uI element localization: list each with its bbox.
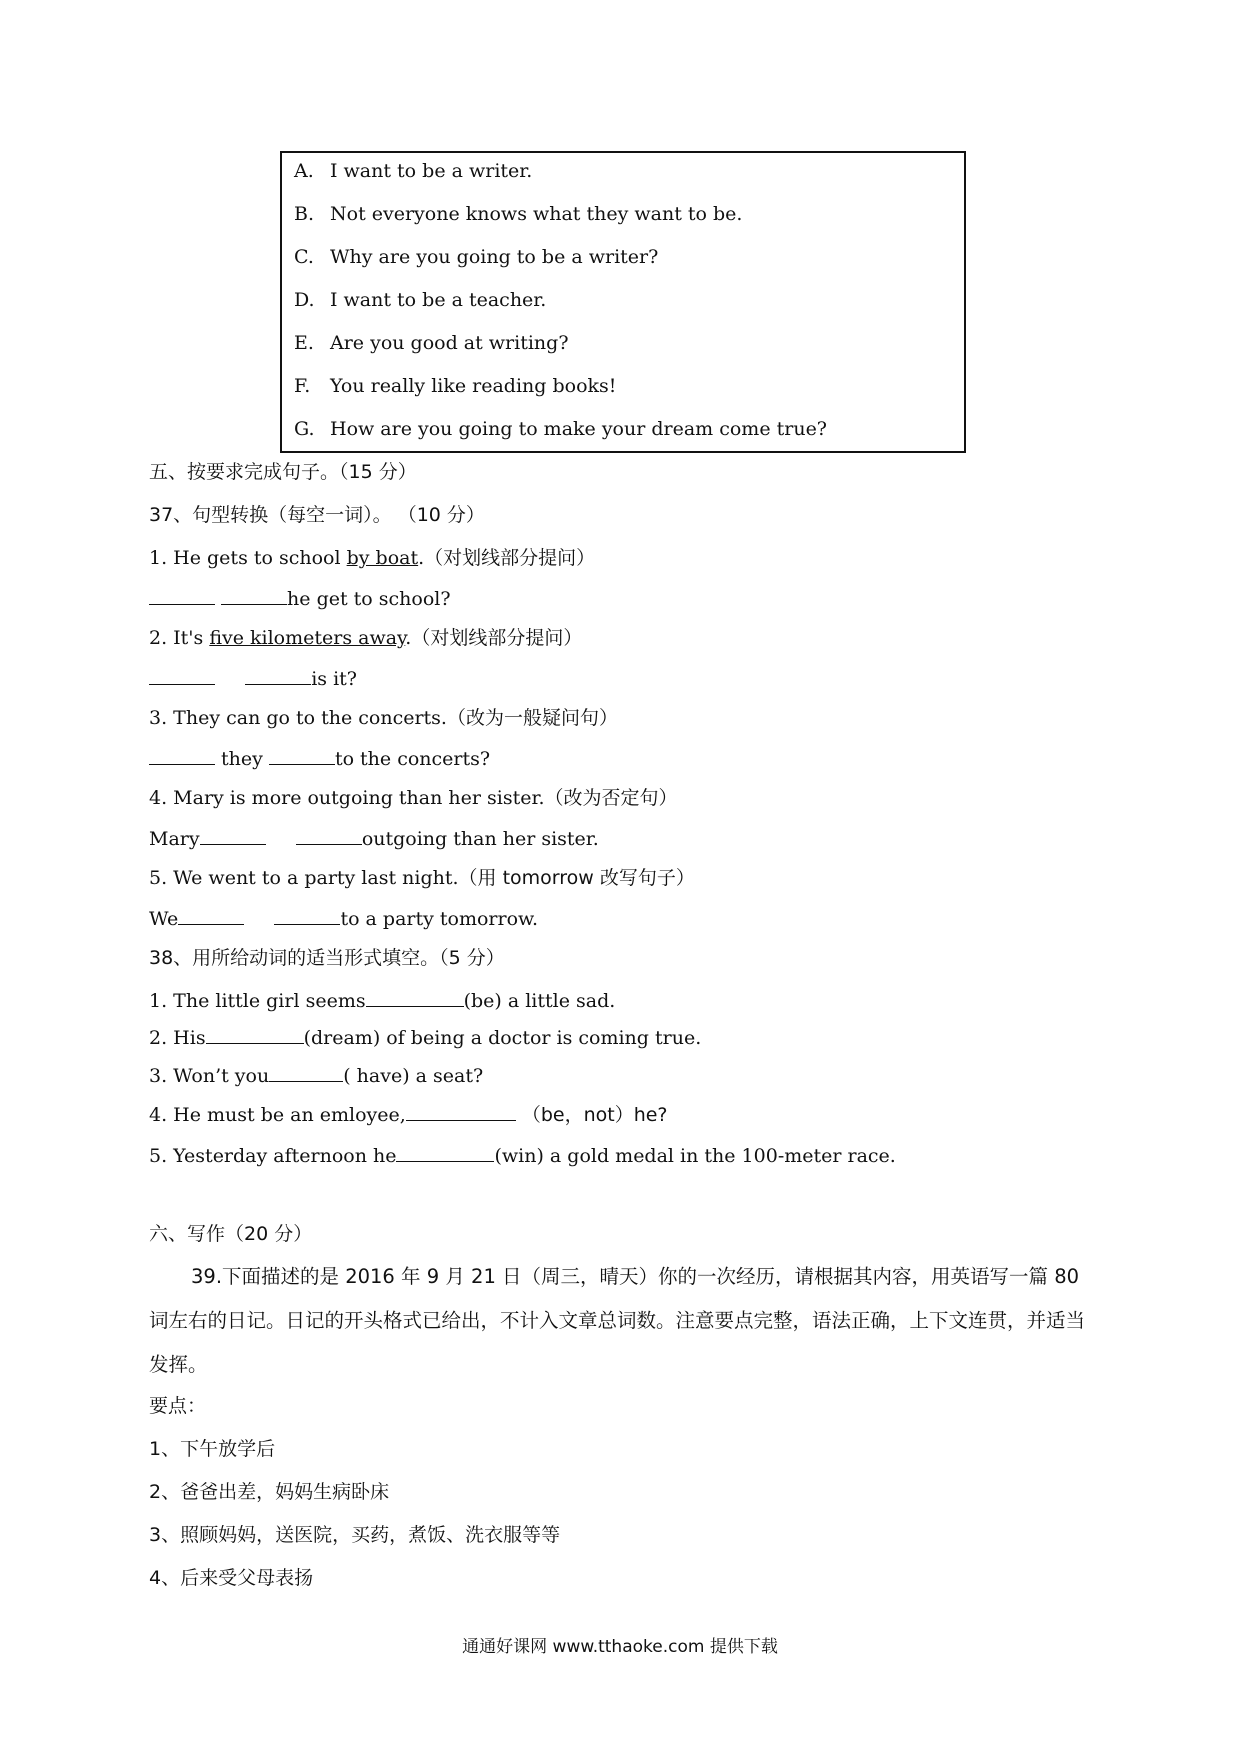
q37-1-answer-post: he get to school? bbox=[287, 588, 451, 610]
q38-3-pre: 3. Won’t you bbox=[149, 1065, 270, 1087]
q37-item-4 bbox=[149, 783, 678, 813]
section6-heading: 六、写作（20 分） bbox=[149, 1223, 313, 1245]
q37-1-post: . bbox=[418, 547, 425, 569]
q37-2-pre: 2. It's bbox=[149, 627, 210, 649]
answer-blank[interactable] bbox=[366, 988, 464, 1007]
answer-blank[interactable] bbox=[406, 1102, 516, 1121]
q38-4-post: （be，not）he? bbox=[515, 1104, 668, 1126]
q37-answer-4 bbox=[149, 824, 599, 854]
option-letter: F. bbox=[294, 375, 311, 397]
q37-item-2 bbox=[149, 623, 582, 653]
q38-5-post: (win) a gold medal in the 100-meter race. bbox=[494, 1145, 896, 1167]
q37-1-underlined: by boat bbox=[346, 547, 419, 569]
q37-answer-2 bbox=[149, 664, 357, 694]
option-item bbox=[294, 328, 569, 358]
option-letter: G. bbox=[294, 418, 315, 440]
q38-item-5 bbox=[149, 1141, 896, 1171]
option-letter: D. bbox=[294, 289, 315, 311]
q38-3-post: ( have) a seat? bbox=[343, 1065, 484, 1087]
point-item: 4、后来受父母表扬 bbox=[149, 1567, 314, 1589]
footer-download-note: 通通好课网 www.tthaoke.com 提供下载 bbox=[462, 1637, 778, 1657]
q38-5-pre: 5. Yesterday afternoon he bbox=[149, 1145, 397, 1167]
q37-3-pre: 3. They can go to the concerts. bbox=[149, 707, 447, 729]
q37-2-instr: （对划线部分提问） bbox=[411, 627, 583, 649]
option-item bbox=[294, 371, 616, 401]
option-letter: A. bbox=[294, 160, 314, 182]
q38-2-post: (dream) of being a doctor is coming true. bbox=[303, 1027, 702, 1049]
q37-4-pre: 4. Mary is more outgoing than her sister. bbox=[149, 787, 545, 809]
answer-blank[interactable] bbox=[269, 1063, 343, 1082]
q37-answer-3 bbox=[149, 744, 490, 774]
option-letter: C. bbox=[294, 246, 314, 268]
option-item bbox=[294, 414, 827, 444]
option-text: How are you going to make your dream come true? bbox=[330, 418, 827, 440]
option-item bbox=[294, 242, 658, 272]
q38-2-pre: 2. His bbox=[149, 1027, 206, 1049]
section5-heading: 五、按要求完成句子。（15 分） bbox=[149, 461, 417, 483]
q37-1-instr: （对划线部分提问） bbox=[424, 547, 596, 569]
answer-blank[interactable] bbox=[296, 826, 362, 845]
q37-5-pre: 5. We went to a party last night. bbox=[149, 867, 459, 889]
q37-5-instr: （用 tomorrow 改写句子） bbox=[458, 867, 695, 889]
answer-blank[interactable] bbox=[200, 826, 266, 845]
answer-blank[interactable] bbox=[221, 586, 287, 605]
q38-heading: 38、用所给动词的适当形式填空。（5 分） bbox=[149, 947, 505, 969]
answer-blank[interactable] bbox=[245, 666, 311, 685]
q37-4-answer-pre: Mary bbox=[149, 828, 200, 850]
q37-answer-5 bbox=[149, 904, 538, 934]
q37-answer-1 bbox=[149, 584, 451, 614]
q38-item-4 bbox=[149, 1100, 668, 1130]
option-text: Not everyone knows what they want to be. bbox=[330, 203, 743, 225]
option-text: Why are you going to be a writer? bbox=[330, 246, 659, 268]
q37-item-5 bbox=[149, 863, 695, 893]
answer-blank[interactable] bbox=[178, 906, 244, 925]
q38-item-1 bbox=[149, 986, 615, 1016]
point-item: 2、爸爸出差，妈妈生病卧床 bbox=[149, 1481, 390, 1503]
q37-1-pre: 1. He gets to school bbox=[149, 547, 347, 569]
answer-blank[interactable] bbox=[149, 666, 215, 685]
option-text: Are you good at writing? bbox=[330, 332, 569, 354]
option-letter: E. bbox=[294, 332, 314, 354]
q38-item-3 bbox=[149, 1061, 483, 1091]
points-label: 要点： bbox=[149, 1395, 207, 1417]
answer-blank[interactable] bbox=[149, 746, 215, 765]
answer-blank[interactable] bbox=[274, 906, 340, 925]
q38-1-post: (be) a little sad. bbox=[463, 990, 616, 1012]
option-letter: B. bbox=[294, 203, 315, 225]
q37-4-instr: （改为否定句） bbox=[544, 787, 678, 809]
point-item: 3、照顾妈妈，送医院，买药，煮饭、洗衣服等等 bbox=[149, 1524, 561, 1546]
q37-item-3 bbox=[149, 703, 618, 733]
option-text: I want to be a teacher. bbox=[330, 289, 547, 311]
q37-4-answer-post: outgoing than her sister. bbox=[361, 828, 599, 850]
q37-5-answer-post: to a party tomorrow. bbox=[340, 908, 539, 930]
option-item bbox=[294, 156, 532, 186]
answer-blank[interactable] bbox=[269, 746, 335, 765]
option-text: You really like reading books! bbox=[330, 375, 617, 397]
options-box bbox=[280, 151, 966, 453]
option-item bbox=[294, 199, 742, 229]
q37-2-underlined: five kilometers away bbox=[209, 627, 406, 649]
writing-prompt: 39.下面描述的是 2016 年 9 月 21 日（周三，晴天）你的一次经历，请根据其内容，用英语写一篇 80 词左右的日记。日记的开头格式已给出，不计入文章总词数。注意要点完整，语法正确，上下文连贯，并适当发挥。 bbox=[149, 1265, 1086, 1376]
q38-item-2 bbox=[149, 1023, 701, 1053]
q37-heading: 37、句型转换（每空一词）。 （10 分） bbox=[149, 504, 485, 526]
point-item: 1、下午放学后 bbox=[149, 1438, 276, 1460]
answer-blank[interactable] bbox=[206, 1025, 304, 1044]
option-text: I want to be a writer. bbox=[330, 160, 533, 182]
q37-2-answer-post: is it? bbox=[311, 668, 357, 690]
option-item bbox=[294, 285, 546, 315]
answer-blank[interactable] bbox=[149, 586, 215, 605]
q37-5-answer-pre: We bbox=[149, 908, 179, 930]
q37-2-post: . bbox=[405, 627, 412, 649]
q37-item-1 bbox=[149, 543, 595, 573]
q38-1-pre: 1. The little girl seems bbox=[149, 990, 366, 1012]
answer-blank[interactable] bbox=[396, 1143, 494, 1162]
q38-4-pre: 4. He must be an emloyee, bbox=[149, 1104, 406, 1126]
q37-3-instr: （改为一般疑问句） bbox=[446, 707, 618, 729]
q37-3-answer-mid: they bbox=[215, 748, 269, 770]
q37-3-answer-post: to the concerts? bbox=[334, 748, 491, 770]
